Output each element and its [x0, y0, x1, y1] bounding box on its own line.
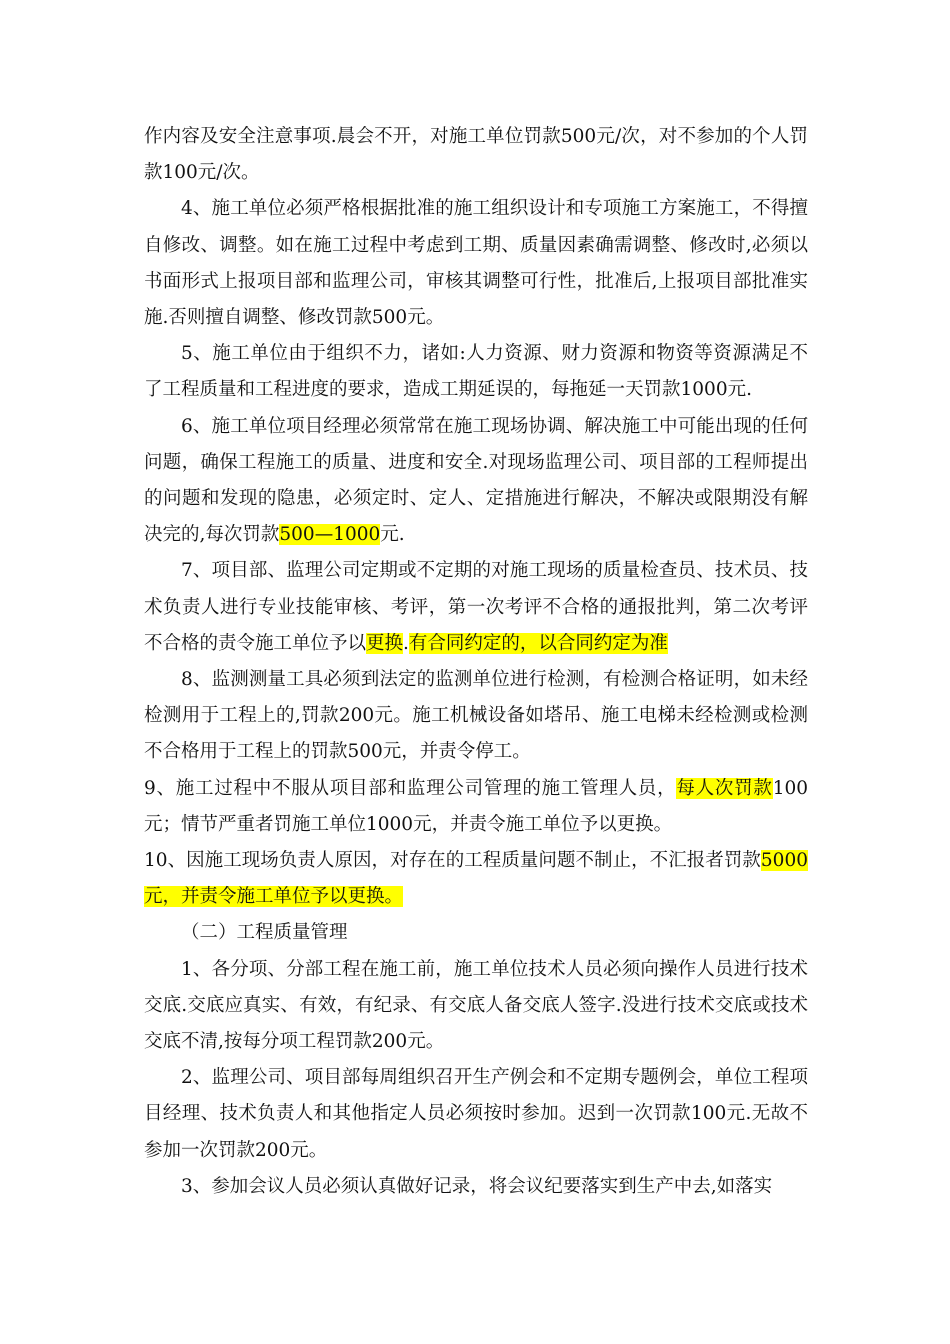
highlighted-text: 5000元，并责令施工单位予以更换。 [144, 850, 808, 908]
paragraph-p0 [144, 119, 808, 191]
paragraph-p4 [144, 553, 808, 662]
text-run: 4、施工单位必须严格根据批准的施工组织设计和专项施工方案施工，不得擅自修改、调整。如在施工过程中考虑到工期、质量因素确需调整、修改时,必须以书面形式上报项目部和监理公司，审核其调整可行性，批准后,上报项目部批准实施.否则擅自调整、修改罚款500元。 [144, 198, 808, 329]
text-run: 100元；情节严重者罚施工单位1000元，并责令施工单位予以更换。 [144, 777, 808, 835]
paragraph-p3 [144, 409, 808, 554]
paragraph-p7 [144, 843, 808, 915]
text-run: 2、监理公司、项目部每周组织召开生产例会和不定期专题例会，单位工程项目经理、技术负责人和其他指定人员必须按时参加。迟到一次罚款100元.无故不参加一次罚款200元。 [144, 1067, 808, 1161]
paragraph-p8 [144, 915, 808, 951]
highlighted-text: 每人次罚款 [676, 777, 773, 799]
text-run: 作内容及安全注意事项.晨会不开，对施工单位罚款500元/次，对不参加的个人罚款100元/次。 [144, 126, 808, 184]
paragraph-p9 [144, 952, 808, 1061]
paragraph-p5 [144, 662, 808, 771]
paragraph-p6 [144, 771, 808, 843]
highlighted-text: 500—1000 [279, 524, 381, 546]
highlighted-text: 更换 [366, 632, 404, 654]
paragraph-p10 [144, 1060, 808, 1169]
text-run: 7、项目部、监理公司定期或不定期的对施工现场的质量检查员、技术员、技术负责人进行专业技能审核、考评，第一次考评不合格的通报批判，第二次考评不合格的责令施工单位予以 [144, 560, 808, 654]
text-run: 1、各分项、分部工程在施工前，施工单位技术人员必须向操作人员进行技术交底.交底应真实、有效，有纪录、有交底人备交底人签字.没进行技术交底或技术交底不清,按每分项工程罚款200元。 [144, 958, 808, 1053]
text-run: 3、参加会议人员必须认真做好记录，将会议纪要落实到生产中去,如落实 [181, 1175, 773, 1197]
paragraph-p1 [144, 191, 808, 336]
paragraph-p11 [144, 1169, 808, 1205]
text-run: 5、施工单位由于组织不力，诸如:人力资源、财力资源和物资等资源满足不了工程质量和工程进度的要求，造成工期延误的，每拖延一天罚款1000元. [144, 343, 808, 401]
highlighted-text: 有合同约定的，以合同约定为准 [408, 632, 668, 654]
document-body [144, 119, 808, 1205]
text-run: 9、施工过程中不服从项目部和监理公司管理的施工管理人员， [144, 777, 677, 799]
text-run: 元. [380, 524, 405, 546]
paragraph-p2 [144, 336, 808, 408]
text-run: 10、因施工现场负责人原因，对存在的工程质量问题不制止，不汇报者罚款 [144, 850, 761, 872]
text-run: （二）工程质量管理 [181, 922, 348, 944]
text-run: . [403, 632, 409, 654]
text-run: 6、施工单位项目经理必须常常在施工现场协调、解决施工中可能出现的任何问题，确保工程施工的质量、进度和安全.对现场监理公司、项目部的工程师提出的问题和发现的隐患，必须定时、定人、定措施进行解决，不解决或限期没有解决完的,每次罚款 [144, 415, 808, 546]
text-run: 8、监测测量工具必须到法定的监测单位进行检测，有检测合格证明，如未经检测用于工程上的,罚款200元。施工机械设备如塔吊、施工电梯未经检测或检测不合格用于工程上的罚款500元，并责令停工。 [144, 669, 808, 763]
